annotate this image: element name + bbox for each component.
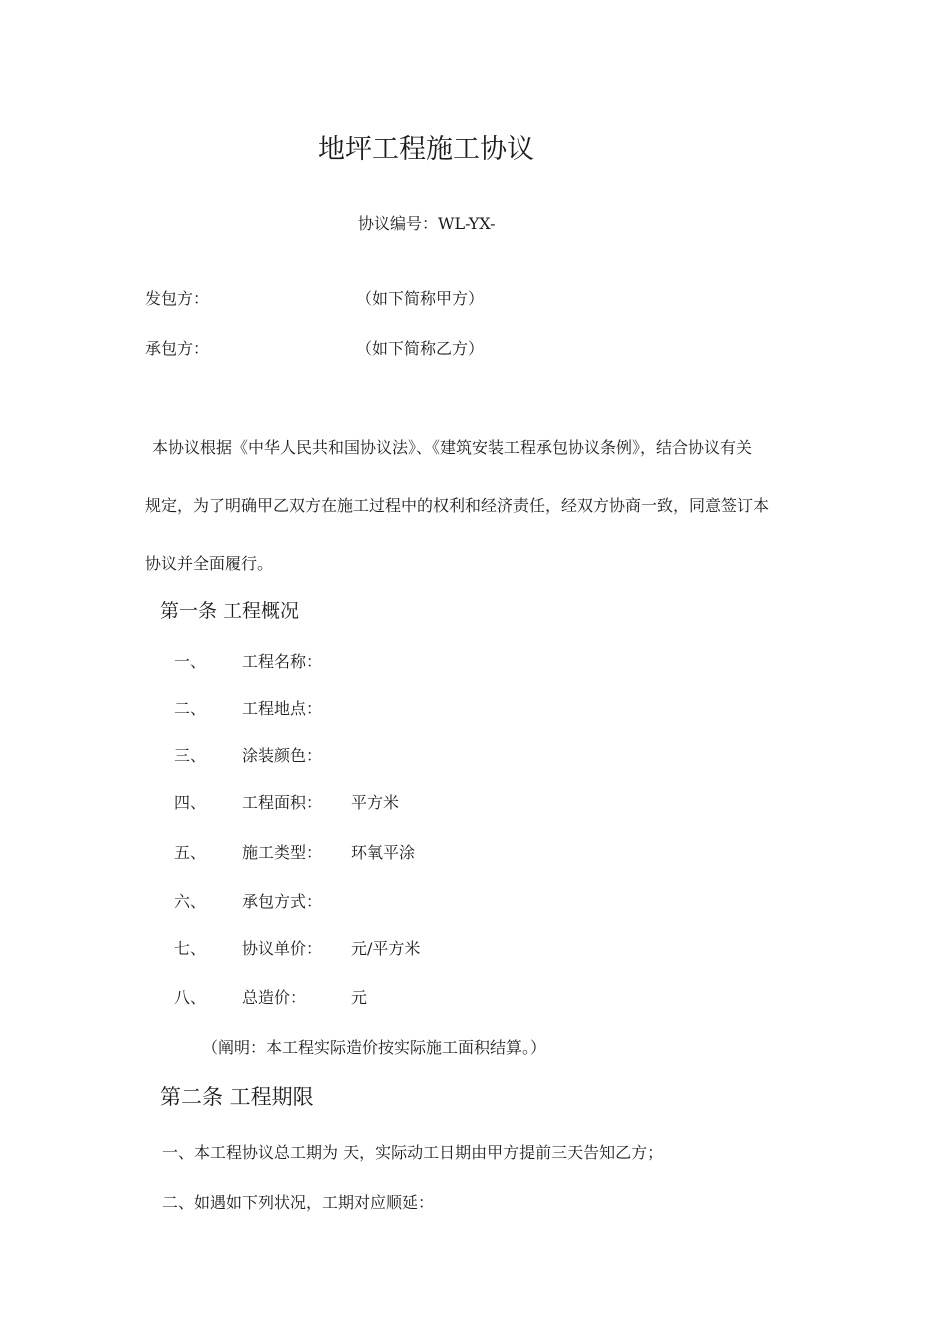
item-label: 工程名称： [242, 652, 323, 671]
item-value: 元/平方米 [351, 939, 421, 958]
document-title: 地坪工程施工协议 [318, 134, 534, 165]
item-label: 协议单价： [242, 939, 323, 958]
item-value: 环氧平涂 [351, 843, 416, 862]
item-number: 二、 [174, 699, 207, 718]
price-note: （阐明：本工程实际造价按实际施工面积结算。） [202, 1038, 547, 1057]
item-label: 工程面积： [242, 793, 323, 812]
party-b-note: （如下简称乙方） [356, 339, 485, 358]
article-2-clause: 一、本工程协议总工期为 天，实际动工日期由甲方提前三天告知乙方； [162, 1143, 664, 1162]
item-label: 总造价： [242, 988, 307, 1007]
article-1-heading: 第一条 工程概况 [160, 600, 300, 622]
article-2-clause: 二、如遇如下列状况，工期对应顺延： [162, 1193, 435, 1212]
document-number: 协议编号：WL-YX- [358, 214, 496, 233]
item-value: 平方米 [351, 793, 400, 812]
party-a-label: 发包方： [145, 289, 210, 308]
intro-line: 规定，为了明确甲乙双方在施工过程中的权利和经济责任，经双方协商一致，同意签订本 [145, 496, 770, 515]
item-label: 施工类型： [242, 843, 323, 862]
item-number: 八、 [174, 988, 207, 1007]
item-number: 七、 [174, 939, 207, 958]
item-value: 元 [351, 988, 368, 1007]
party-a-note: （如下简称甲方） [356, 289, 485, 308]
item-label: 工程地点： [242, 699, 323, 718]
item-number: 五、 [174, 843, 207, 862]
party-b-label: 承包方： [145, 339, 210, 358]
intro-line: 协议并全面履行。 [145, 554, 274, 573]
article-2-heading: 第二条 工程期限 [160, 1085, 314, 1109]
intro-line: 本协议根据《中华人民共和国协议法》、《建筑安装工程承包协议条例》，结合协议有关 [152, 438, 753, 457]
item-label: 涂装颜色： [242, 746, 323, 765]
item-number: 三、 [174, 746, 207, 765]
item-number: 六、 [174, 892, 207, 911]
item-number: 四、 [174, 793, 207, 812]
item-label: 承包方式： [242, 892, 323, 911]
item-number: 一、 [174, 652, 207, 671]
